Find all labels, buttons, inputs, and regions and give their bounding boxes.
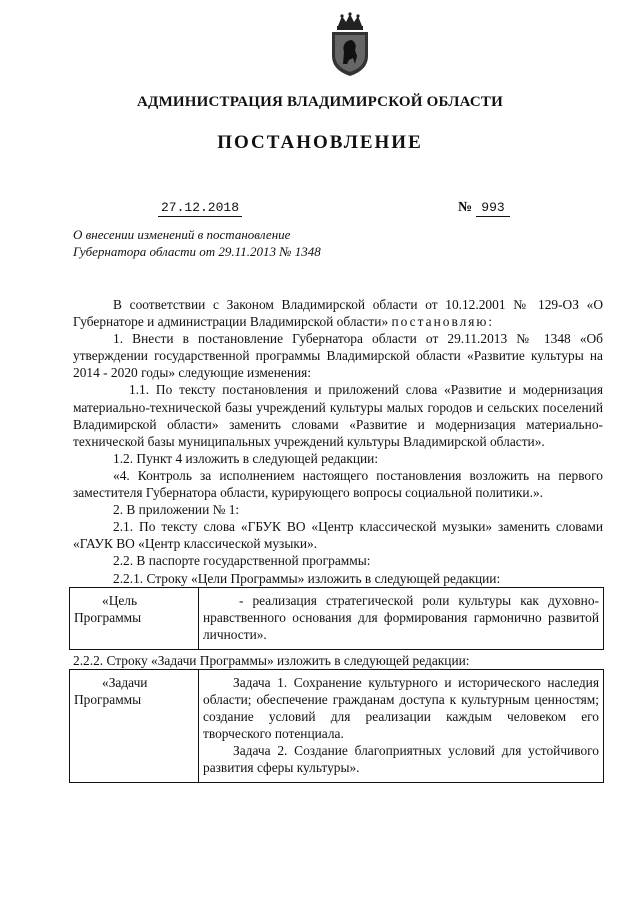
goals-table	[69, 587, 604, 650]
document-date: 27.12.2018	[158, 200, 242, 217]
table-row	[70, 669, 604, 782]
coat-of-arms-icon	[326, 12, 374, 78]
paragraph-2: 2. В приложении № 1:	[113, 502, 240, 518]
paragraph-1-1: 1.1. По тексту постановления и приложений слова «Развитие и модернизация материально-технической базы учреждений культуры малых городов и сельских поселений Владимирской области» заменить словами «Развитие и модернизация материально-технической базы муниципальных учреждений культуры Владимирской области».	[73, 382, 603, 449]
document-number: 993	[476, 200, 510, 217]
paragraph-1: 1. Внести в постановление Губернатора области от 29.11.2013 № 1348 «Об утверждении государственной программы Владимирской области «Развитие культуры на 2014 - 2020 годы» следующие изменения:	[73, 331, 603, 381]
paragraph-1-2: 1.2. Пункт 4 изложить в следующей редакции:	[113, 450, 379, 466]
document-type-title: ПОСТАНОВЛЕНИЕ	[217, 132, 423, 153]
paragraph-2-1: 2.1. По тексту слова «ГБУК ВО «Центр классической музыки» заменить словами «ГАУК ВО «Центр классической музыки».	[73, 519, 603, 552]
document-subject	[73, 226, 321, 260]
resolution-word: постановляю:	[391, 314, 495, 330]
goals-text: - реализация стратегической роли культуры как духовно-нравственного основания для формирования гармонично развитой личности».	[203, 592, 599, 642]
number-label: №	[458, 200, 473, 215]
paragraph-2-2-1: 2.2.1. Строку «Цели Программы» изложить в следующей редакции:	[113, 570, 501, 586]
tasks-text-cell	[199, 669, 604, 782]
organization-title: АДМИНИСТРАЦИЯ ВЛАДИМИРСКОЙ ОБЛАСТИ	[137, 94, 503, 110]
goals-label-cell	[70, 587, 199, 649]
table-row	[70, 587, 604, 649]
subject-line-1: О внесении изменений в постановление	[73, 227, 291, 242]
tasks-label: «Задачи Программы	[74, 674, 148, 707]
tasks-label-cell	[70, 669, 199, 782]
subject-line-2: Губернатора области от 29.11.2013 № 1348	[73, 244, 321, 259]
paragraph-2-2: 2.2. В паспорте государственной программы:	[113, 553, 371, 569]
paragraph-2-2-2: 2.2.2. Строку «Задачи Программы» изложить в следующей редакции:	[73, 652, 470, 668]
goals-label: «Цель Программы	[74, 592, 142, 625]
task-1-text: Задача 1. Сохранение культурного и исторического наследия области; обеспечение гражданам доступа к культурным ценностям; создание условий для реализации каждым человеком его творческого потенциала.	[203, 674, 599, 741]
paragraph-preamble	[73, 296, 603, 330]
task-2-text: Задача 2. Создание благоприятных условий для устойчивого развития сферы культуры».	[203, 742, 599, 775]
preamble-text: В соответствии с Законом Владимирской области от 10.12.2001 № 129-ОЗ «О Губернаторе и администрации Владимирской области»	[73, 297, 603, 330]
paragraph-1-2-text: «4. Контроль за исполнением настоящего постановления возложить на первого заместителя Губернатора области, курирующего вопросы социальной политики.».	[73, 467, 603, 501]
tasks-table	[69, 669, 604, 783]
document-body	[73, 296, 603, 783]
goals-text-cell	[199, 587, 604, 649]
